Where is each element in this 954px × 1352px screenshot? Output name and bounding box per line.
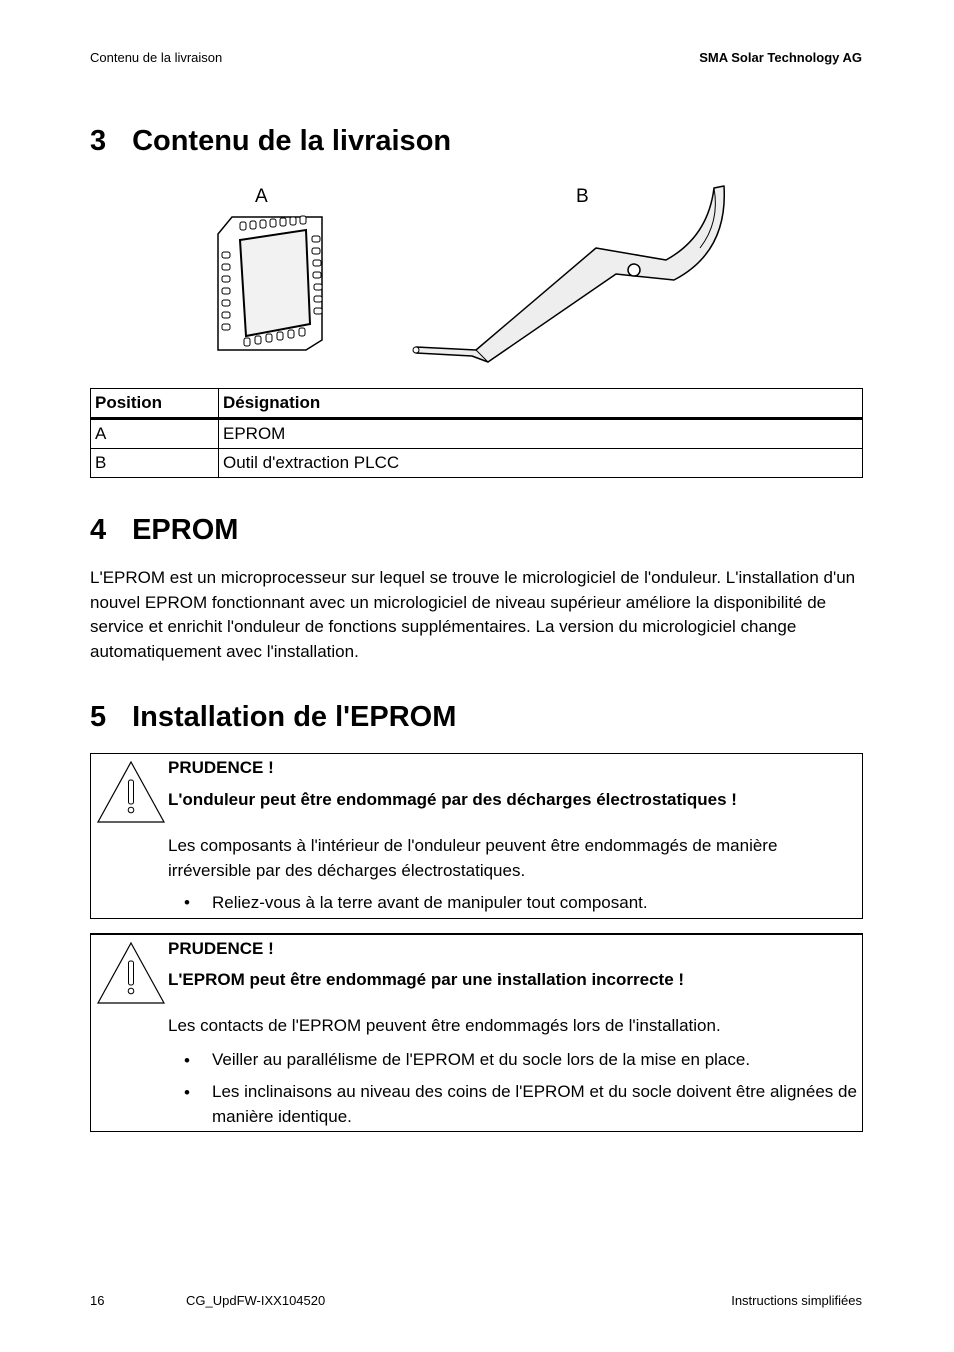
eprom-chip-illustration (210, 212, 330, 354)
bullet-marker: • (184, 1051, 190, 1070)
paragraph-line: L'EPROM est un microprocesseur sur lequel se trouve le micrologiciel de l'onduleur. L'installation d'un (90, 568, 856, 587)
table-cell-designation: EPROM (219, 419, 863, 449)
warning-bullet-text: Reliez-vous à la terre avant de manipuler tout composant. (212, 893, 648, 912)
figure-label-b: B (576, 186, 589, 207)
section-4-paragraph (90, 566, 865, 664)
paragraph-line: automatiquement avec l'installation. (90, 641, 359, 661)
warning-box-esd (90, 753, 863, 919)
table-row (91, 449, 863, 478)
table-cell-position: A (91, 419, 219, 449)
section-3-number: 3 (90, 125, 107, 157)
section-5-title: Installation de l'EPROM (132, 701, 457, 733)
paragraph-line: nouvel EPROM fonctionnant avec un micrologiciel de niveau supérieur améliore la disponibilité de (90, 592, 827, 612)
delivery-contents-table (90, 388, 863, 478)
plcc-extraction-tool-illustration (408, 182, 733, 367)
warning-bullet-text: Veiller au parallélisme de l'EPROM et du socle lors de la mise en place. (212, 1050, 751, 1069)
section-4-number: 4 (90, 514, 107, 546)
warning-triangle-icon (96, 760, 166, 824)
section-4-title: EPROM (132, 514, 239, 546)
section-5-number: 5 (90, 701, 107, 733)
warning-bullet-text: Les inclinaisons au niveau des coins de l'EPROM et du socle doivent être alignées de (212, 1082, 857, 1101)
table-row (91, 419, 863, 449)
warning-headline: L'onduleur peut être endommagé par des décharges électrostatiques ! (168, 790, 737, 809)
section-3-title: Contenu de la livraison (132, 125, 452, 157)
warning-box-installation (90, 933, 863, 1132)
running-header-left: Contenu de la livraison (90, 50, 223, 65)
bullet-marker: • (184, 1083, 190, 1102)
warning-level: PRUDENCE ! (168, 939, 274, 958)
warning-body-line: Les contacts de l'EPROM peuvent être endommagés lors de l'installation. (168, 1016, 721, 1035)
section-3-heading (90, 125, 451, 158)
table-header-designation: Désignation (219, 389, 863, 419)
bullet-marker: • (184, 893, 190, 912)
section-4-heading (90, 514, 238, 547)
document-code: CG_UpdFW-IXX104520 (186, 1293, 326, 1308)
figure-label-a: A (255, 186, 268, 207)
section-5-heading (90, 701, 456, 734)
running-header-right: SMA Solar Technology AG (699, 50, 862, 65)
document-type: Instructions simplifiées (731, 1293, 862, 1308)
warning-triangle-icon (96, 941, 166, 1005)
warning-bullet-text: manière identique. (212, 1107, 352, 1126)
table-cell-designation: Outil d'extraction PLCC (219, 449, 863, 478)
page-number: 16 (90, 1293, 105, 1308)
table-header-row (91, 389, 863, 419)
warning-body-line: Les composants à l'intérieur de l'onduleur peuvent être endommagés de manière (168, 836, 778, 855)
paragraph-line: service et enrichit l'onduleur de fonctions supplémentaires. La version du micrologiciel change (90, 617, 797, 636)
table-cell-position: B (91, 449, 219, 478)
warning-level: PRUDENCE ! (168, 758, 274, 777)
table-header-position: Position (91, 389, 219, 419)
warning-body-line: irréversible par des décharges électrostatiques. (168, 861, 526, 880)
warning-headline: L'EPROM peut être endommagé par une installation incorrecte ! (168, 970, 685, 989)
